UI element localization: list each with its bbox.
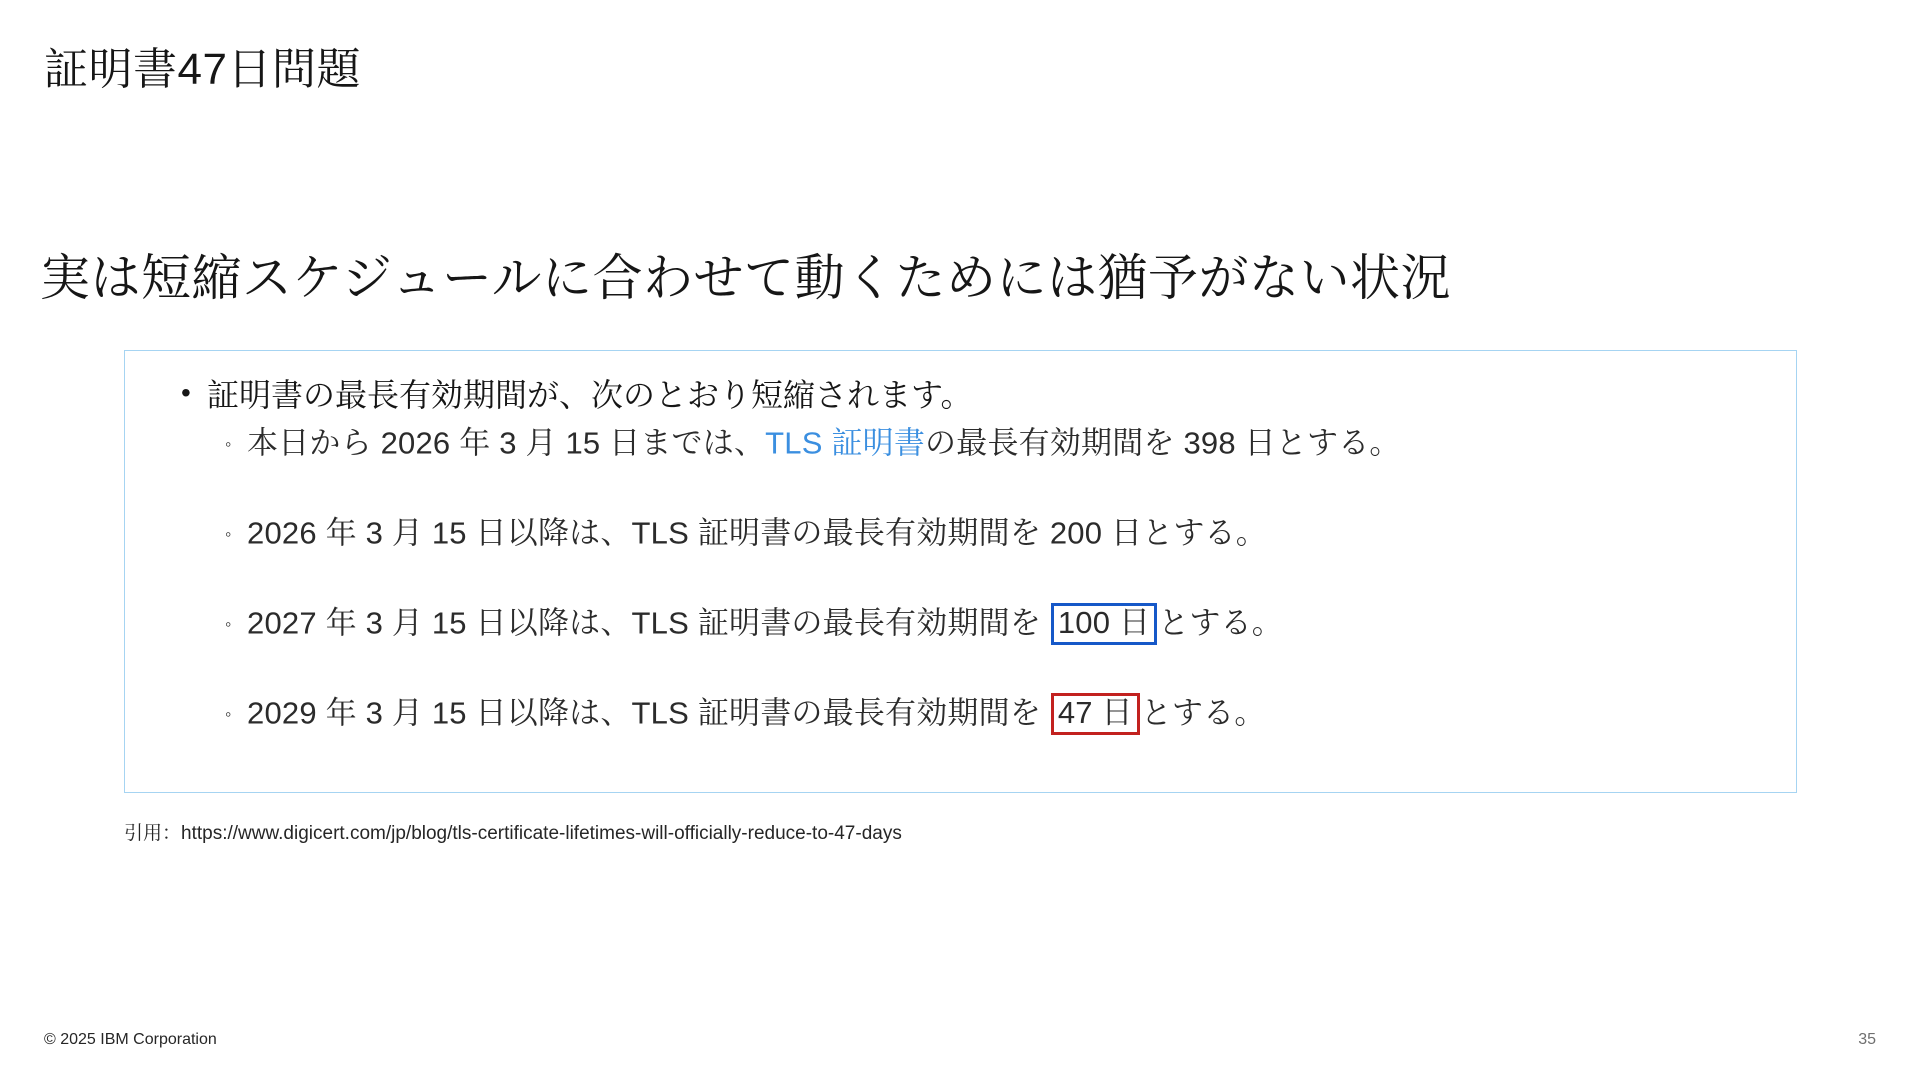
list-item-text-mid: の最長有効期間を 398 日とする。 xyxy=(925,425,1401,461)
list-item-text-post: とする。 xyxy=(1158,605,1283,641)
hollow-bullet-icon: ◦ xyxy=(225,703,232,724)
highlight-box-blue: 100 日 xyxy=(1051,603,1157,645)
list-item-text-pre: 2027 年 3 月 15 日以降は、TLS 証明書の最長有効期間を xyxy=(247,605,1050,641)
quote-box xyxy=(124,350,1797,793)
page-title: 証明書47日問題 xyxy=(44,45,361,94)
list-item xyxy=(225,693,1266,735)
list-item-text-pre: 2029 年 3 月 15 日以降は、TLS 証明書の最長有効期間を xyxy=(247,695,1050,731)
highlight-box-red: 47 日 xyxy=(1051,693,1140,735)
footer-page-number: 35 xyxy=(1858,1031,1876,1048)
list-item xyxy=(225,603,1283,645)
bullet-dot-icon: • xyxy=(181,377,191,408)
list-item-text-pre: 本日から 2026 年 3 月 15 日までは、 xyxy=(247,425,766,461)
hollow-bullet-icon: ◦ xyxy=(225,433,232,454)
hollow-bullet-icon: ◦ xyxy=(225,523,232,544)
list-item xyxy=(225,423,1401,463)
list-item-text-pre: 2026 年 3 月 15 日以降は、TLS 証明書の最長有効期間を 200 日とする。 xyxy=(247,515,1267,551)
bullet-level1 xyxy=(181,376,972,414)
slide-subtitle: 実は短縮スケジュールに合わせて動くためには猶予がない状況 xyxy=(40,250,1451,306)
footer-copyright: © 2025 IBM Corporation xyxy=(44,1031,217,1048)
list-item-text-post: とする。 xyxy=(1140,695,1266,731)
hollow-bullet-icon: ◦ xyxy=(225,613,232,634)
tls-certificate-link[interactable]: TLS 証明書 xyxy=(765,425,926,461)
citation-source: 引用：https://www.digicert.com/jp/blog/tls-certificate-lifetimes-will-officially-reduce-to-47-days xyxy=(124,823,902,844)
bullet-level1-label: 証明書の最長有効期間が、次のとおり短縮されます。 xyxy=(207,377,973,413)
list-item xyxy=(225,513,1267,553)
